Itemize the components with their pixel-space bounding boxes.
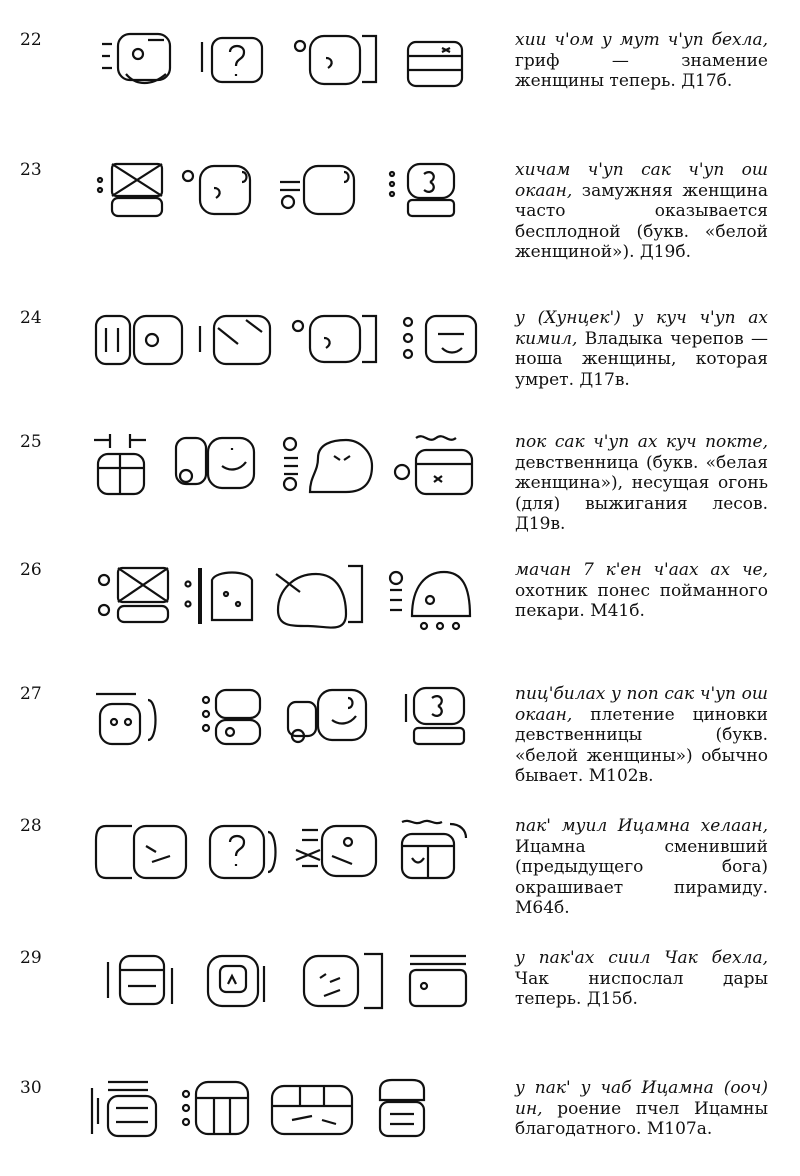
glyph-block-icon [206,816,286,886]
entry-26 [0,560,800,670]
source-ref: М102в. [588,766,654,786]
entry-text [515,30,768,92]
glyph-block-icon [92,684,182,750]
transliteration: мачан 7 к'ен ч'аах ах че, [515,560,768,580]
entry-23 [0,160,800,290]
glyph-block-icon [284,684,374,750]
entry-28 [0,816,800,940]
translation: Владыка черепов — ноша женщины, которая умрет. [515,328,769,390]
entry-text [515,560,768,622]
glyph-block-icon [294,948,394,1014]
entry-27 [0,684,800,808]
glyph-block-icon [204,948,274,1014]
entry-text [515,948,768,1010]
glyph-block-icon [100,948,190,1014]
glyph-block-icon [178,160,268,222]
glyph-row [80,948,500,1038]
entry-number: 22 [20,30,42,50]
glyph-row [80,30,500,120]
glyph-block-icon [196,308,276,370]
source-ref: М41б. [590,601,645,621]
transliteration: у (Хунцек') у куч ч'уп ах кимил, [515,308,768,349]
glyph-block-icon [372,1078,442,1140]
entry-text [515,1078,768,1140]
glyph-row [80,1078,500,1168]
glyph-block-icon [98,30,178,92]
entry-24 [0,308,800,426]
transliteration: пак' муил Ицамна хелаан, [515,816,768,836]
glyph-block-icon [84,1078,174,1140]
transliteration: у пак'ах сиил Чак бехла, [515,948,768,968]
source-ref: Д19в. [515,514,566,534]
glyph-block-icon [398,308,483,370]
translation: роение пчел Ицамны благодатного. [515,1098,768,1139]
glyph-block-icon [290,30,380,92]
entry-22 [0,30,800,140]
glyph-row [80,160,500,250]
source-ref: Д17б. [681,71,733,91]
glyph-row [80,432,500,522]
translation: гриф — знамение женщины теперь. [515,50,768,91]
glyph-block-icon [198,684,268,750]
entry-number: 25 [20,432,42,452]
translation: плетение циновки девственницы (букв. «белой женщины») обычно бывает. [515,704,768,786]
entry-number: 24 [20,308,42,328]
glyph-block-icon [90,432,160,498]
glyph-block-icon [276,432,376,498]
translation: девственница (букв. «белая женщина»), несущая огонь (для) выжигания лесов. [515,452,768,514]
entry-number: 30 [20,1078,42,1098]
entry-number: 26 [20,560,42,580]
entry-25 [0,432,800,556]
entry-number: 23 [20,160,42,180]
glyph-block-icon [384,160,464,222]
entry-number: 28 [20,816,42,836]
glyph-row [80,816,500,906]
source-ref: М107а. [646,1119,713,1139]
glyph-block-icon [402,30,472,92]
entry-number: 29 [20,948,42,968]
translation: Чак ниспослал дары теперь. [515,968,768,1009]
glyph-block-icon [94,160,174,222]
glyph-block-icon [292,816,382,886]
glyph-block-icon [178,1078,258,1140]
entry-29 [0,948,800,1048]
glyph-block-icon [268,560,368,630]
glyph-block-icon [288,308,383,370]
entry-number: 27 [20,684,42,704]
source-ref: М64б. [515,898,570,918]
entry-text [515,432,768,535]
glyph-block-icon [92,816,192,886]
glyph-block-icon [390,432,480,498]
entry-30 [0,1078,800,1168]
glyph-row [80,684,500,774]
transliteration: у пак' у чаб Ицамна (ооч) ин, [515,1078,768,1119]
source-ref: Д19б. [639,242,691,262]
glyph-row [80,308,500,398]
entry-text [515,684,768,787]
translation: охотник понес пойманного пекари. [515,580,768,621]
glyph-block-icon [94,560,174,630]
source-ref: Д17в. [579,369,630,390]
translation: Ицамна сменивший (предыдущего бога) окрашивает пирамиду. [515,836,768,898]
entry-text [515,308,768,390]
glyph-row [80,560,500,650]
transliteration: хичам ч'уп сак ч'уп ош окаан, [515,160,768,201]
glyph-block-icon [172,432,262,498]
glyph-block-icon [406,948,476,1014]
transliteration: пок сак ч'уп ах куч покте, [515,432,768,452]
glyph-block-icon [276,160,366,222]
transliteration: пиц'билах у поп сак ч'уп ош окаан, [515,684,768,725]
glyph-block-icon [92,308,187,370]
glyph-block-icon [384,560,474,636]
glyph-block-icon [182,560,262,630]
glyph-block-icon [398,816,478,886]
entry-text [515,160,768,263]
source-ref: Д15б. [586,989,638,1009]
translation: замужняя женщина часто оказывается бесплодной (букв. «белой женщиной»). [515,180,768,262]
transliteration: хии ч'ом у мут ч'уп бехла, [515,30,768,50]
glyph-block-icon [262,1078,362,1140]
glyph-block-icon [396,684,476,750]
entry-text [515,816,768,919]
glyph-block-icon [198,30,268,92]
